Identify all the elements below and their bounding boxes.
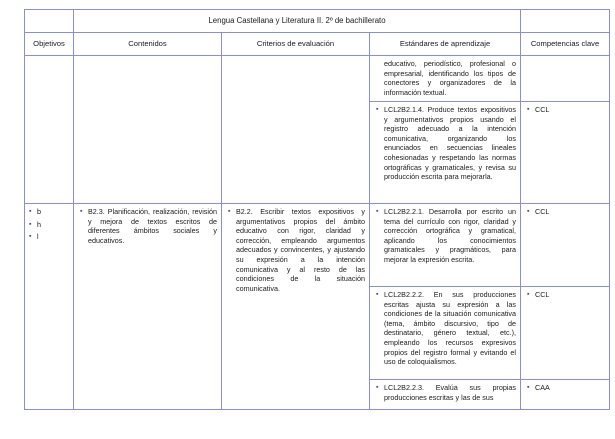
title-row xyxy=(25,10,610,33)
estandar-cell xyxy=(370,204,521,287)
bullet-icon: ▪ xyxy=(376,291,379,298)
bullet-icon: ▪ xyxy=(80,208,83,215)
competencia-text: CCL xyxy=(535,290,550,299)
contenidos-cell-empty xyxy=(74,56,222,204)
estandar-text: LCL2B2.2.3. Evalúa sus propias producciones escritas y las de sus xyxy=(384,383,517,402)
contenidos-cell xyxy=(74,204,222,410)
title-row-blank-cell-right xyxy=(521,10,610,33)
header-competencias: Competencias clave xyxy=(521,33,610,56)
header-objetivos: Objetivos xyxy=(25,33,74,56)
header-contenidos: Contenidos xyxy=(74,33,222,56)
objetivos-cell-empty xyxy=(25,56,74,204)
objetivos-cell xyxy=(25,204,74,410)
bullet-icon: ▪ xyxy=(376,106,379,113)
criterios-cell xyxy=(222,204,370,410)
bullet-icon: ▪ xyxy=(527,208,530,215)
estandar-cell xyxy=(370,380,521,410)
curriculum-table xyxy=(24,9,610,410)
objetivo-item: l xyxy=(37,232,39,242)
bullet-icon: ▪ xyxy=(527,384,530,391)
competencia-cell xyxy=(521,56,610,102)
header-estandares: Estándares de aprendizaje xyxy=(370,33,521,56)
title-row-blank-cell xyxy=(25,10,74,33)
estandar-text: LCL2B2.2.2. En sus producciones escritas ajusta su expresión a las condiciones de la situación comunicativa (tema, ámbito discursivo, tipo de destinatario, género textual, etc.), empleando los recursos expresivos propios del registro formal y evitando el uso de coloquialismos. xyxy=(384,290,517,367)
bullet-icon: ▪ xyxy=(29,233,32,241)
table-row xyxy=(25,204,610,287)
bullet-icon: ▪ xyxy=(527,106,530,113)
header-criterios: Criterios de evaluación xyxy=(222,33,370,56)
header-row xyxy=(25,33,610,56)
bullet-icon: ▪ xyxy=(376,208,379,215)
table-title: Lengua Castellana y Literatura II. 2º de bachillerato xyxy=(74,10,521,33)
competencia-cell xyxy=(521,287,610,380)
table-row xyxy=(25,56,610,102)
bullet-icon: ▪ xyxy=(228,208,231,215)
competencia-cell xyxy=(521,204,610,287)
competencia-text: CCL xyxy=(535,207,550,216)
criterios-cell-empty xyxy=(222,56,370,204)
estandar-text: LCL2B2.1.4. Produce textos expositivos y argumentativos propios usando el registro adecuado a la intención comunicativa, organizando los enunciados en secuencias lineales cohesionadas y respetando las normas ortográficas y gramaticales, y revisa su producción escrita para mejorarla. xyxy=(384,105,517,182)
bullet-icon: ▪ xyxy=(376,384,379,391)
objetivo-item: h xyxy=(37,219,41,229)
criterio-text: B2.2. Escribir textos expositivos y argumentativos propios del ámbito educativo con rigor, claridad y corrección, empleando argumentos adecuados y convincentes, y ajustando su expresión a la intención comunicativa y al resto de las condiciones de la situación comunicativa. xyxy=(236,207,365,293)
competencia-cell xyxy=(521,380,610,410)
estandar-cell xyxy=(370,287,521,380)
competencia-text: CAA xyxy=(535,383,550,392)
estandar-cell xyxy=(370,56,521,102)
competencia-text: CCL xyxy=(535,105,550,114)
estandar-text: educativo, periodístico, profesional o empresarial, identificando los tipos de conectores y organizadores de la información textual. xyxy=(384,59,517,97)
objetivo-item: b xyxy=(37,207,41,216)
competencia-cell xyxy=(521,102,610,204)
bullet-icon: ▪ xyxy=(29,208,32,215)
contenido-text: B2.3. Planificación, realización, revisión y mejora de textos escritos de diferentes ámbitos sociales y educativos. xyxy=(88,207,217,245)
bullet-icon: ▪ xyxy=(29,220,32,228)
estandar-text: LCL2B2.2.1. Desarrolla por escrito un tema del currículo con rigor, claridad y corrección ortográfica y gramatical, aplicando los conocimientos gramaticales y pragmáticos, para mejorar la expresión escrita. xyxy=(384,207,517,264)
bullet-icon: ▪ xyxy=(527,291,530,298)
estandar-cell xyxy=(370,102,521,204)
